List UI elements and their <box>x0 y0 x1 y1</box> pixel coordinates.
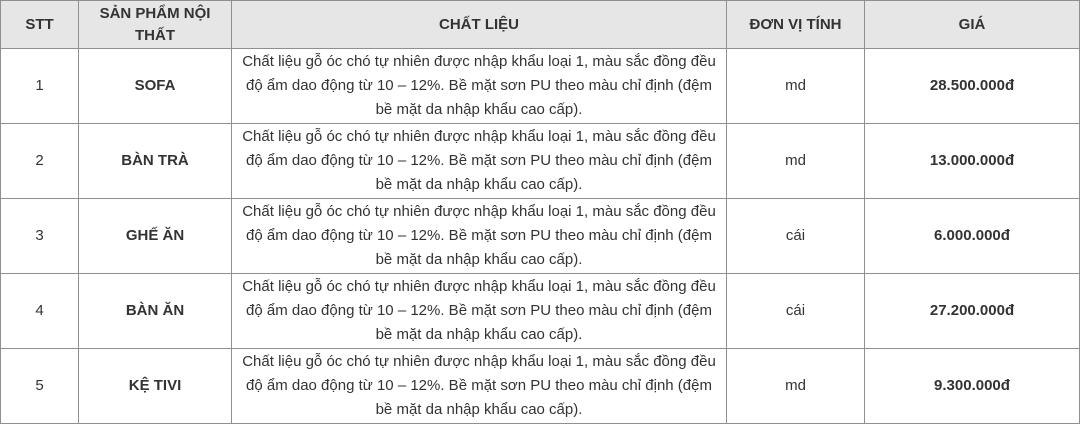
header-price: GIÁ <box>865 1 1080 49</box>
cell-product: SOFA <box>79 49 232 124</box>
table-row <box>1 349 1080 424</box>
cell-price: 6.000.000đ <box>865 199 1080 274</box>
cell-stt: 4 <box>1 274 79 349</box>
cell-stt: 5 <box>1 349 79 424</box>
cell-material: Chất liệu gỗ óc chó tự nhiên được nhập khẩu loại 1, màu sắc đồng đều độ ẩm dao động từ 10 – 12%. Bề mặt sơn PU theo màu chỉ định (đệm bề mặt da nhập khẩu cao cấp). <box>232 274 727 349</box>
cell-unit: md <box>727 49 865 124</box>
cell-product: BÀN TRÀ <box>79 124 232 199</box>
header-product: SẢN PHẨM NỘI THẤT <box>79 1 232 49</box>
cell-unit: cái <box>727 274 865 349</box>
cell-material: Chất liệu gỗ óc chó tự nhiên được nhập khẩu loại 1, màu sắc đồng đều độ ẩm dao động từ 10 – 12%. Bề mặt sơn PU theo màu chỉ định (đệm bề mặt da nhập khẩu cao cấp). <box>232 124 727 199</box>
cell-price: 9.300.000đ <box>865 349 1080 424</box>
table-row <box>1 199 1080 274</box>
cell-unit: cái <box>727 199 865 274</box>
cell-material: Chất liệu gỗ óc chó tự nhiên được nhập khẩu loại 1, màu sắc đồng đều độ ẩm dao động từ 10 – 12%. Bề mặt sơn PU theo màu chỉ định (đệm bề mặt da nhập khẩu cao cấp). <box>232 49 727 124</box>
table-row <box>1 124 1080 199</box>
cell-unit: md <box>727 349 865 424</box>
cell-price: 13.000.000đ <box>865 124 1080 199</box>
table-row <box>1 49 1080 124</box>
header-stt: STT <box>1 1 79 49</box>
header-row <box>1 1 1080 49</box>
cell-stt: 2 <box>1 124 79 199</box>
cell-price: 28.500.000đ <box>865 49 1080 124</box>
table-header <box>1 1 1080 49</box>
table-body <box>1 49 1080 424</box>
table-row <box>1 274 1080 349</box>
cell-stt: 1 <box>1 49 79 124</box>
cell-product: GHẾ ĂN <box>79 199 232 274</box>
cell-product: KỆ TIVI <box>79 349 232 424</box>
cell-unit: md <box>727 124 865 199</box>
cell-stt: 3 <box>1 199 79 274</box>
cell-product: BÀN ĂN <box>79 274 232 349</box>
header-material: CHẤT LIỆU <box>232 1 727 49</box>
header-unit: ĐƠN VỊ TÍNH <box>727 1 865 49</box>
cell-price: 27.200.000đ <box>865 274 1080 349</box>
cell-material: Chất liệu gỗ óc chó tự nhiên được nhập khẩu loại 1, màu sắc đồng đều độ ẩm dao động từ 10 – 12%. Bề mặt sơn PU theo màu chỉ định (đệm bề mặt da nhập khẩu cao cấp). <box>232 199 727 274</box>
cell-material: Chất liệu gỗ óc chó tự nhiên được nhập khẩu loại 1, màu sắc đồng đều độ ẩm dao động từ 10 – 12%. Bề mặt sơn PU theo màu chỉ định (đệm bề mặt da nhập khẩu cao cấp). <box>232 349 727 424</box>
